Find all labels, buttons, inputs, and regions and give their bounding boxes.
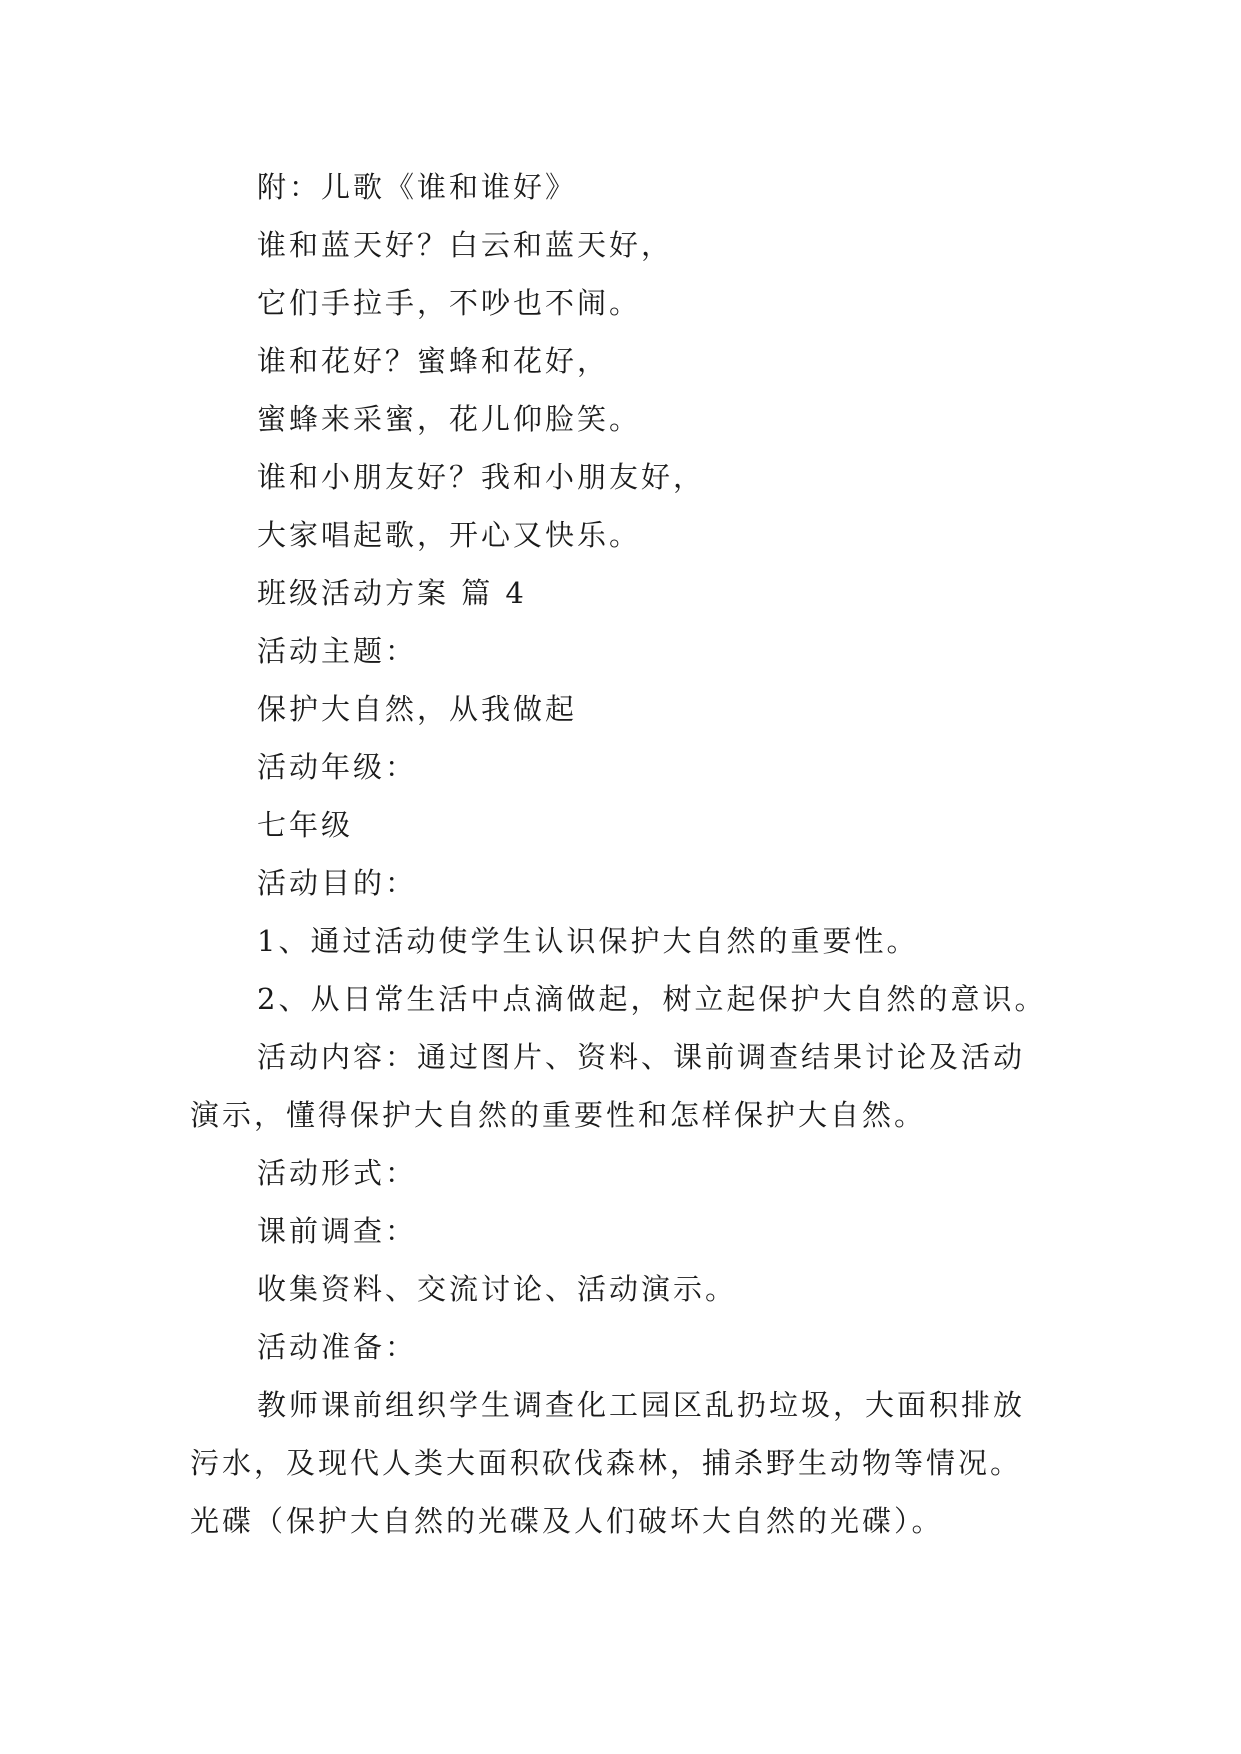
field-label: 活动准备： [257, 1330, 418, 1364]
field-value: 保护大自然，从我做起 [257, 692, 578, 726]
field-value: 收集资料、交流讨论、活动演示。 [257, 1272, 738, 1306]
field-label: 课前调查： [257, 1214, 418, 1248]
goal-item: 1、通过活动使学生认识保护大自然的重要性。 [257, 924, 919, 958]
poem-line: 蜜蜂来采蜜，花儿仰脸笑。 [257, 402, 642, 436]
field-label: 活动形式： [257, 1156, 418, 1190]
paragraph-line: 演示，懂得保护大自然的重要性和怎样保护大自然。 [190, 1098, 927, 1132]
poem-line: 大家唱起歌，开心又快乐。 [257, 518, 642, 552]
goal-item: 2、从日常生活中点滴做起，树立起保护大自然的意识。 [257, 982, 1047, 1016]
paragraph-line: 污水，及现代人类大面积砍伐森林，捕杀野生动物等情况。 [190, 1446, 1023, 1480]
paragraph-line: 光碟（保护大自然的光碟及人们破坏大自然的光碟）。 [190, 1504, 944, 1538]
paragraph-line: 活动内容：通过图片、资料、课前调查结果讨论及活动 [257, 1040, 1026, 1074]
poem-line: 谁和小朋友好？我和小朋友好， [257, 460, 706, 494]
section-heading: 班级活动方案 篇 4 [257, 576, 527, 610]
poem-line: 它们手拉手，不吵也不闹。 [257, 286, 642, 320]
paragraph-line: 教师课前组织学生调查化工园区乱扔垃圾，大面积排放 [257, 1388, 1026, 1422]
appendix-title: 附：儿歌《谁和谁好》 [257, 170, 578, 204]
field-label: 活动目的： [257, 866, 418, 900]
poem-line: 谁和蓝天好？白云和蓝天好， [257, 228, 674, 262]
poem-line: 谁和花好？蜜蜂和花好， [257, 344, 610, 378]
field-label: 活动年级： [257, 750, 418, 784]
field-value: 七年级 [257, 808, 354, 842]
field-label: 活动主题： [257, 634, 418, 668]
